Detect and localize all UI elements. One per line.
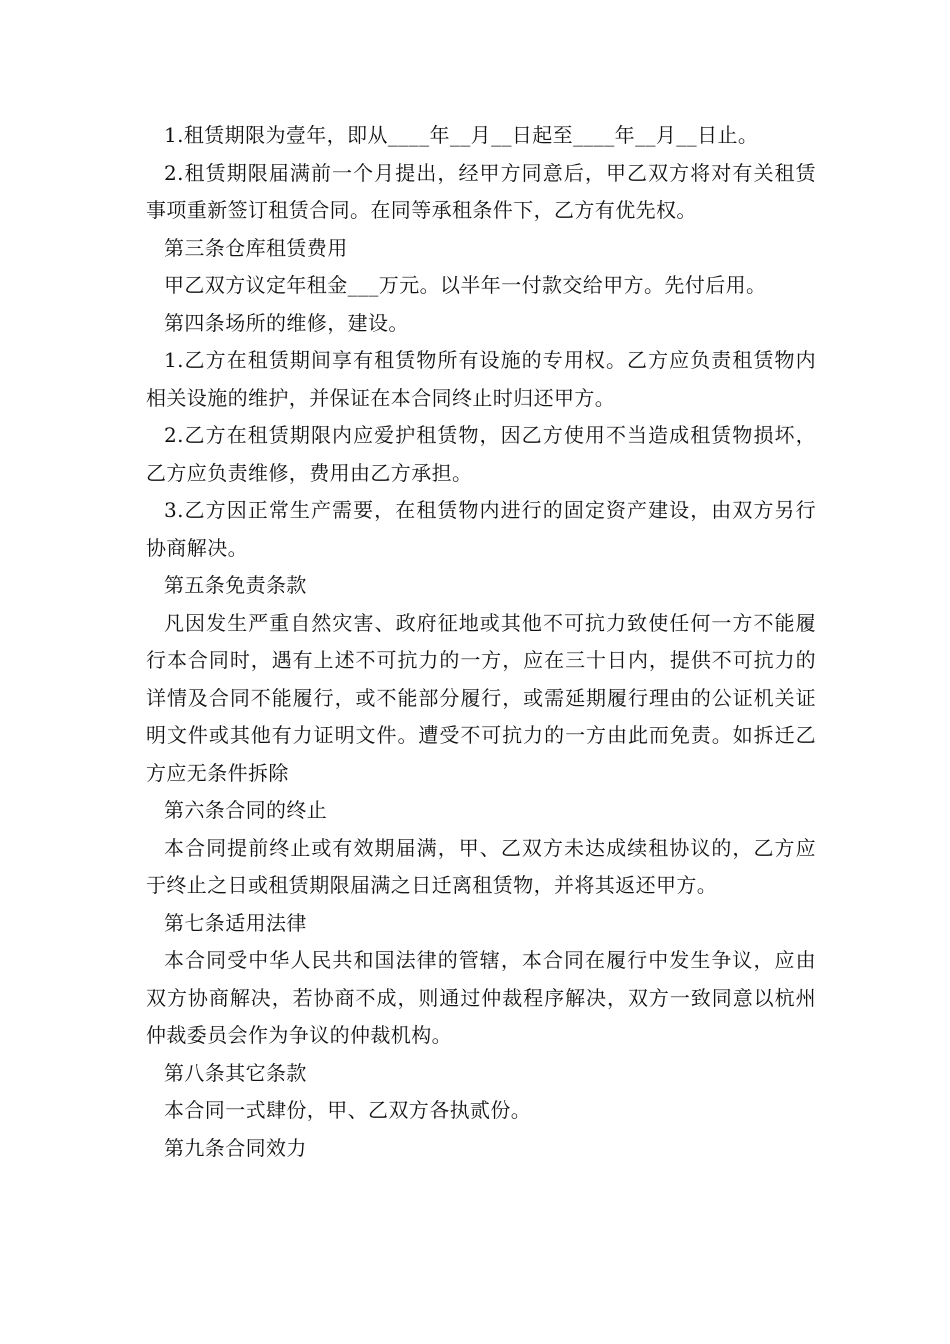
article-6-termination-text: 本合同提前终止或有效期届满，甲、乙双方未达成续租协议的，乙方应于终止之日或租赁期限届满之日迁离租赁物，并将其返还甲方。 <box>146 835 816 897</box>
article-3-rent-text: 甲乙双方议定年租金___万元。以半年一付款交给甲方。先付后用。 <box>164 273 767 297</box>
article-4-item-3: 3.乙方因正常生产需要，在租赁物内进行的固定资产建设，由双方另行协商解决。 <box>146 498 816 560</box>
article-4-item-2: 2.乙方在租赁期限内应爱护租赁物，因乙方使用不当造成租赁物损坏，乙方应负责维修，费用由乙方承担。 <box>146 423 816 485</box>
article-7-governing-law-text: 本合同受中华人民共和国法律的管辖，本合同在履行中发生争议，应由双方协商解决，若协商不成，则通过仲裁程序解决，双方一致同意以杭州仲裁委员会作为争议的仲裁机构。 <box>146 948 816 1047</box>
article-6-heading: 第六条合同的终止 <box>164 798 328 822</box>
renewal-clause: 2.租赁期限届满前一个月提出，经甲方同意后，甲乙双方将对有关租赁事项重新签订租赁合同。在同等承租条件下，乙方有优先权。 <box>146 160 816 222</box>
article-8-heading: 第八条其它条款 <box>164 1060 307 1085</box>
article-5-force-majeure-text: 凡因发生严重自然灾害、政府征地或其他不可抗力致使任何一方不能履行本合同时，遇有上述不可抗力的一方，应在三十日内，提供不可抗力的详情及合同不能履行，或不能部分履行，或需延期履行理由的公证机关证明文件或其他有力证明文件。遭受不可抗力的一方由此而免责。如拆迁乙方应无条件拆除 <box>146 610 816 785</box>
article-5-heading: 第五条免责条款 <box>164 573 307 597</box>
lease-term-clause: 1.租赁期限为壹年，即从____年__月__日起至____年__月__日止。 <box>164 123 759 147</box>
article-4-heading: 第四条场所的维修，建设。 <box>164 310 409 335</box>
article-8-copies-text: 本合同一式肆份，甲、乙双方各执贰份。 <box>164 1098 532 1122</box>
article-9-heading: 第九条合同效力 <box>164 1135 307 1160</box>
document-body <box>146 117 816 1167</box>
article-3-heading: 第三条仓库租赁费用 <box>164 235 348 260</box>
article-7-heading: 第七条适用法律 <box>164 910 307 935</box>
article-4-item-1: 1.乙方在租赁期间享有租赁物所有设施的专用权。乙方应负责租赁物内相关设施的维护，并保证在本合同终止时归还甲方。 <box>146 348 816 410</box>
